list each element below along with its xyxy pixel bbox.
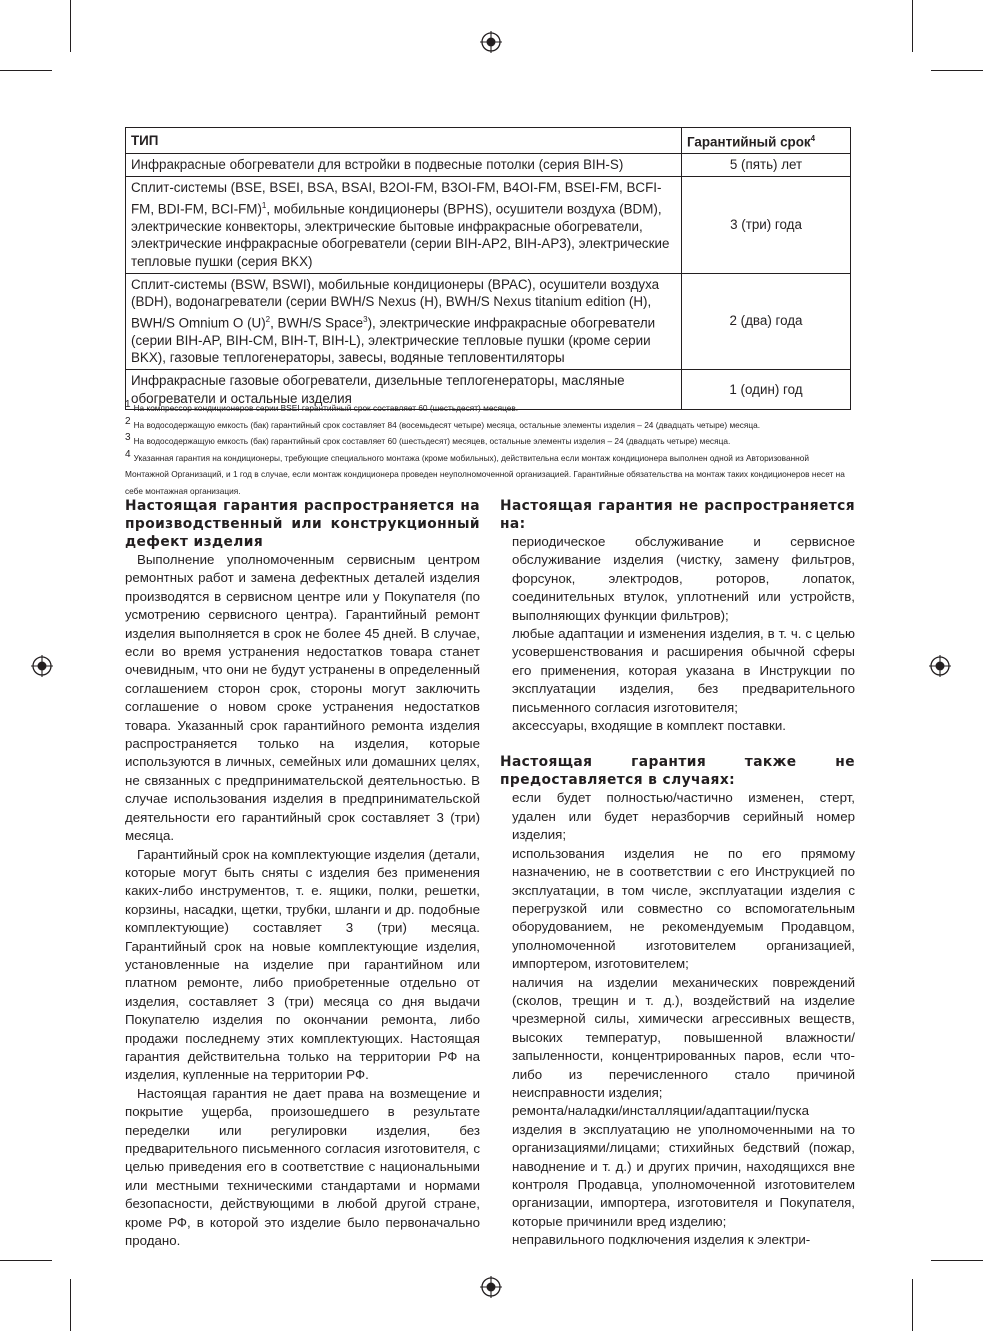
footnote: $^3$ На водосодержащую емкость (бак) гарантийный срок составляет 60 (шестьдесят) месяцев, остальные элементы изделия – 24 (двадцать четыре) месяца. <box>125 432 731 446</box>
registration-mark-icon <box>31 655 53 677</box>
crop-mark <box>912 1279 913 1331</box>
crop-mark <box>70 0 71 52</box>
right-column <box>500 497 855 1250</box>
footnote: $^1$ На компрессор кондиционеров серии BSEI гарантийный срок составляет 60 (шестьдесят) месяцев. <box>125 399 519 413</box>
crop-mark <box>0 1260 52 1261</box>
section-heading: Настоящая гарантия распространяется на производственный или конструкционный дефект изделия <box>125 498 480 550</box>
table-row <box>126 273 851 369</box>
registration-mark-icon <box>480 1276 502 1298</box>
table-header-row <box>126 128 851 154</box>
section-heading: Настоящая гарантия не распространяется на: <box>500 498 855 532</box>
table-row <box>126 177 851 273</box>
type-cell: Инфракрасные газовые обогреватели, дизельные теплогенераторы, масляные обогреватели и остальные изделия <box>126 369 682 409</box>
list-item: ремонта/наладки/инсталляции/адаптации/пуска изделия в эксплуатацию не уполномоченными на то организациями/лицами; стихийных бедствий (пожар, наводнение и т. д.) и других причин, находящихся вне контроля Продавца, уполномоченной изготовителем организации, импортера, изготовителя и Покупателя, которые причинили вред изделию; <box>512 1103 855 1229</box>
list-item: использования изделия не по его прямому назначению, не в соответствии с его Инструкцией по эксплуатации, в том числе, эксплуатации изделия с перегрузкой или совместно со вспомогательным оборудованием, не рекомендуемым Продавцом, уполномоченной изготовителем организацией, импортером, изготовителем; <box>512 845 855 972</box>
left-column <box>125 497 480 1250</box>
crop-mark <box>912 0 913 52</box>
crop-mark <box>931 70 983 71</box>
crop-mark <box>70 1279 71 1331</box>
period-cell: 1 (один) год <box>682 369 851 409</box>
footnote: $^2$ На водосодержащую емкость (бак) гарантийный срок составляет 84 (восемьдесят четыре) месяца, остальные элементы изделия – 24 (двадцать четыре) месяца. <box>125 415 761 430</box>
table-row <box>126 154 851 177</box>
list-item: если будет полностью/частично изменен, стерт, удален или будет неразборчив серийный номер изделия; <box>512 790 855 843</box>
footnote: $^4$ Указанная гарантия на кондиционеры, требующие специального монтажа (кроме мобильных), действительна если монтаж кондиционера выполнен одной из Авторизованной Монтажной Организаций, и 1 год в случае, если монтаж кондиционера проведен неуполномоченной организацией. Гарантийные обязательства на монтаж таких кондиционеров несет на себе монтажная организация. <box>125 448 845 496</box>
list-item: наличия на изделии механических повреждений (сколов, трещин и т. д.), воздействий на изделие чрезмерной силы, химически агрессивных веществ, высоких температур, повышенной влажности/запыленности, концентрированных паров, если что-либо из перечисленного стало причиной неисправности изделия; <box>512 974 855 1100</box>
period-cell: 2 (два) года <box>682 273 851 369</box>
type-cell: Инфракрасные обогреватели для встройки в подвесные потолки (серия BIH-S) <box>126 154 682 177</box>
section-heading: Настоящая гарантия также не предоставляется в случаях: <box>500 754 855 789</box>
list-item: периодическое обслуживание и сервисное обслуживание изделия (чистку, замену фильтров, форсунок, электродов, роторов, лопаток, соединительных втулок, уплотнений или устройств, выполняющих функции фильтров); <box>512 534 855 623</box>
warranty-table <box>125 127 851 410</box>
registration-mark-icon <box>480 31 502 53</box>
list-item: неправильного подключения изделия к электри- <box>512 1232 811 1248</box>
paragraph: Настоящая гарантия не дает права на возмещение и покрытие ущерба, произошедшего в результате переделки или регулировки изделия, без предварительного письменного согласия изготовителя, с целью приведения его в соответствие с национальными или местными техническими стандартами и нормами безопасности, действующими в любой другой стране, кроме РФ, в которой это изделие было первоначально продано. <box>125 1085 480 1249</box>
crop-mark <box>0 70 52 71</box>
footnotes <box>125 400 855 499</box>
type-cell: Сплит-системы (BSW, BSWI), мобильные кондиционеры (BPAC), осушители воздуха (BDH), водонагреватели (серии BWH/S Nexus (H), BWH/S Nexus titanium edition (H), BWH/S Omnium O $(U)^2$, BWH/S Space$^3$), электрические инфракрасные обогреватели (серии BIH-AP, BIH-CM, BIH-T, BIH-L), электрические тепловые пушки (кроме серии BKX), газовые теплогенераторы, завесы, водяные тепловентиляторы <box>126 273 682 369</box>
period-cell: 5 (пять) лет <box>682 154 851 177</box>
type-cell: Сплит-системы (BSE, BSEI, BSA, BSAI, B2OI-FM, B3OI-FM, B4OI-FM, BSEI-FM, BCFI-FM, BDI-FM, BCI-FM)$^1$, мобильные кондиционеры (BPHS), осушители воздуха (BDM), электрические конвекторы, электрические бытовые инфракрасные обогреватели, электрические инфракрасные обогреватели (серии BIH-AP2, BIH-AP3), электрические тепловые пушки (серия BKX) <box>126 177 682 273</box>
column-header-type: ТИП <box>126 128 682 154</box>
column-header-period: Гарантийный срок$^4$ <box>682 128 851 154</box>
list-item: любые адаптации и изменения изделия, в т. ч. с целью усовершенствования и расширения обычной сферы его применения, которая указана в Инструкции по эксплуатации изделия, без предварительного письменного согласия изготовителя; <box>512 626 855 715</box>
list-item: аксессуары, входящие в комплект поставки. <box>512 718 786 734</box>
registration-mark-icon <box>929 655 951 677</box>
paragraph: Гарантийный срок на комплектующие изделия (детали, которые могут быть сняты с изделия без применения каких-либо инструментов, т. е. ящики, полки, решетки, корзины, насадки, щетки, трубки, шланги и др. подобные комплектующие) составляет 3 (три) месяца. Гарантийный срок на новые комплектующие изделия, установленные на изделие при гарантийном или платном ремонте, либо приобретенные отдельно от изделия, составляет 3 (три) месяца со дня выдачи Покупателю изделия по окончании ремонта, либо продажи последнему этих комплектующих. Настоящая гарантия действительна только на территории РФ на изделия, купленные на территории РФ. <box>125 846 480 1083</box>
period-cell: 3 (три) года <box>682 177 851 273</box>
crop-mark <box>931 1260 983 1261</box>
paragraph: Выполнение уполномоченным сервисным центром ремонтных работ и замена дефектных деталей изделия производятся в сервисном центре или у Покупателя (по усмотрению сервисного центра). Гарантийный ремонт изделия выполняется в срок не более 45 дней. В случае, если во время устранения недостатков товара станет очевидным, что они не будут устранены в определенный соглашением сторон срок, стороны могут заключить соглашение о новом сроке устранения недостатков товара. Указанный срок гарантийного ремонта изделия распространяется только на изделия, которые используются в личных, семейных или домашних целях, не связанных с предпринимательской деятельностью. В случае использования изделия в предпринимательской деятельности его гарантийный срок составляет 3 (три) месяца. <box>125 552 480 844</box>
